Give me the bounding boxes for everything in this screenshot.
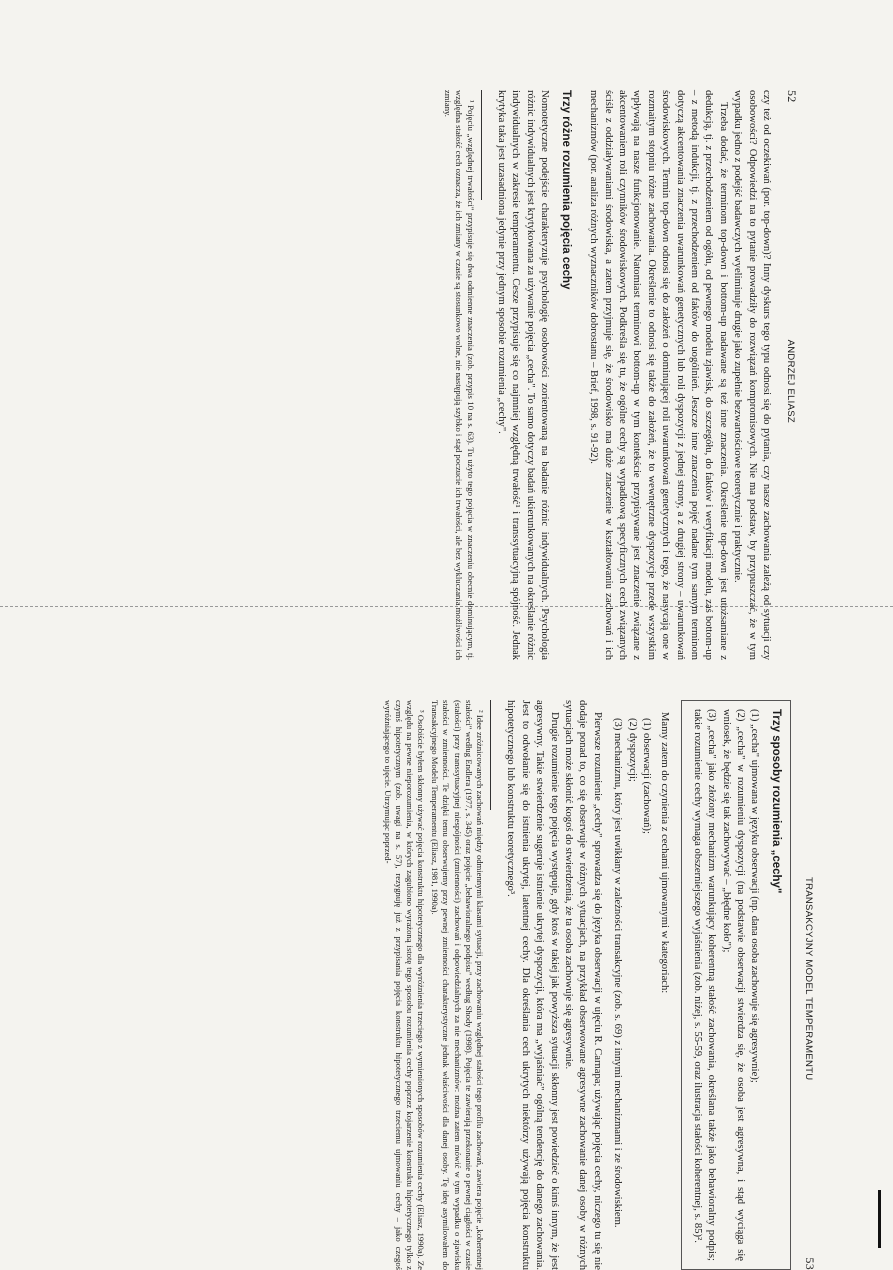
paragraph: Mamy zatem do czynienia z cechami ujmowanymi w kategoriach: bbox=[659, 712, 671, 994]
footnote-3: ³ Osobiście byłem skłonny używać pojęcia konstruktu hipotetycznego dla wyróżnienia trzeciego z wymienionych sposobów rozumienia cechy (Eliasz, 1990a). Ze względu na pewne nieporozumienia, w których zagubiono wyrażoną istotę tego sposobu rozumienia cechy poprzez kojarzenie konstruktu hipotetycznego tylko z czymś hipotetycznym (zob. uwagi na s. 57), rezygnuję już z przypisania pojęcia konstruktu hipotetycznego trzeciemu ujmowaniu cechy – jako czegoś wyróżniającego to ujęcie. Utrzymując poprzed- bbox=[382, 700, 427, 1270]
footnote-1: ¹ Pojęciu „względnej trwałości" przypisuje się dwa odmienne znaczenia (zob. przypis 10 na s. 63). Tu użyto tego pojęcia w znaczeniu obecnie dominującym, tj. względna stałość cech oznacza, że ich zmiany w czasie są stosunkowo wolne, nie następują szybko i stąd poczucie ich trwałości, ale bez wykluczania możliwości ich zmiany. bbox=[443, 90, 476, 660]
category-list bbox=[610, 718, 653, 1270]
definition-box bbox=[681, 700, 791, 1270]
page-number: 52 bbox=[785, 90, 799, 103]
page-number: 53 bbox=[803, 1257, 817, 1270]
page-52 bbox=[439, 90, 800, 660]
paragraph: czy też od oczekiwań (por. top-down)? Inny dyskurs tego typu odnosi się do pytania, czy nasze zachowania zależą od sytuacji czy osobowości? Odpowiedzi na to pytanie prowadziły do rozwiązań kompromisowych. Nie ma podstaw, by przypuszczać, że w tym wypadku jedno z podejść badawczych wyeliminuje drugie jako zupełnie bezwartościowe teoretycznie i praktycznie. bbox=[732, 90, 773, 660]
margin-bar bbox=[878, 1190, 881, 1248]
paragraph: Drugie rozumienie tego pojęcia występuje, gdy ktoś w takiej jak powyższa sytuacji skłonny jest powiedzieć o kimś innym, że jest agresywny. Takie stwierdzenie sugeruje istnienie ukrytej dyspozycji, która ma „wyjaśniać" ogólną tendencję do danego zachowania. Jest to odwołanie się do istnienia ukrytej, latentnej cechy. Dla określania cech ukrytych niektórzy używają pojęcia konstruktu hipotetycznego lub konstruktu teoretycznego³. bbox=[505, 700, 560, 1270]
paragraph: Pierwsze rozumienie „cechy" sprowadza się do języka obserwacji w ujęciu R. Carnapa; używając pojęcia cechy, niczego tu się nie dodaje ponad to, co się obserwuje w różnych sytuacjach, na przykład obserwowane agresywne zachowanie danej osoby w różnych sytuacjach może skłonić kogoś do stwierdzenia, że ta osoba zachowuje się agresywnie. bbox=[563, 700, 603, 1270]
running-head bbox=[783, 90, 800, 660]
footnote-rule bbox=[481, 90, 482, 200]
list-item: (1) obserwacji (zachowań); bbox=[641, 718, 653, 834]
running-head-title: ANDRZEJ ELIASZ bbox=[785, 339, 796, 423]
page-53 bbox=[378, 700, 818, 1270]
paragraph: Nomotetyczne podejście charakteryzuje psychologię osobowości zorientowaną na badanie różnic indywidualnych. Psychologia różnic indywidualnych jest krytykowana za używanie pojęcia „cecha". To samo dotyczy badań ukierunkowanych na określanie różnic indywidualnych w zakresie temperamentu. Cesze przypisuje się co najmniej względną trwałość¹ i transsytuacyjną spójność. Jednak krytyka taka jest uzasadniona jedynie przy jednym sposobie rozumienia „cechy". bbox=[495, 90, 551, 660]
section-heading: Trzy różne rozumienia pojęcia cechy bbox=[559, 90, 572, 290]
list-item: (2) dyspozycji; bbox=[626, 718, 638, 782]
footnote-rule bbox=[490, 700, 491, 810]
footnote-2: ² Idee zróżnicowanych zachowań między odmiennymi klasami sytuacji, przy zachowaniu względnej stałości tego profilu zachowań, zawiera pojęcie „koherentnej stałości" według Endlera (1977, s. 345) oraz pojęcie „behawioralnego podpisu" według Shody (1998). Pojęcia te zawierają przekonanie o pewnej ciągłości w czasie (stałości) przy transsytuacyjnej niespójności (zmienności) zachowań i odpowiedzialnych za nie mechanizmów: można zatem mówić w tym wypadku o zjawisku stałości w zmienności. Te dzięki temu obserwujemy przy pewnej zmienności charakterystyczne jednak właściwości dla danej osoby. Tę ideę asymilowałem do Transakcyjnego Modelu Temperamentu (Eliasz, 1981, 1990a). bbox=[430, 700, 485, 1270]
running-head-title: TRANSAKCYJNY MODEL TEMPERAMENTU bbox=[803, 877, 814, 1081]
box-item: (2) „cecha" w rozumieniu dyspozycji (na podstawie obserwacji stwierdza się, że osoba jest agresywna, i stąd wyciąga się wniosek, że będzie się tak zachowywać – „błędne koło"); bbox=[720, 709, 747, 1261]
paragraph: Trzeba dodać, że terminom top-down i bottom-up nadawane są też inne znaczenia. Określenie top-down jest utożsamiane z dedukcją, tj. z przechodzeniem od ogółu, od pewnego modelu zjawisk, do szczegółu, do faktów i weryfikacji modelu, zaś bottom-up – z metodą indukcji, tj. z przechodzeniem od faktów do uogólnień. Jeszcze inne znaczenia pojęć nadane tym samym terminom dotyczą akcentowania znaczenia uwarunkowań genetycznych lub roli dyspozycji z jednej strony, a z drugiej strony – uwarunkowań środowiskowych. Termin top-down odnosi się do założeń o dominującej roli uwarunkowań genetycznych i tego, że nasycają one w rozmaitym stopniu różne zachowania. Określenie to odnosi się także do założeń, że to wewnętrzne dyspozycje przede wszystkim wpływają na nasze funkcjonowanie. Natomiast terminowi bottom-up w tym kontekście przypisywane jest znaczenie związane z akcentowaniem roli czynników środowiskowych. Podkreśla się tu, że ogólne cechy są wypadkową specyficznych cech związanych ściśle z oddziaływaniami środowiska, a zatem przyjmuje się, że środowisko ma duże znaczenie w kształtowaniu zachowań i ich mechanizmów (por. analiza różnych wyznaczników dobrostanu – Brief, 1998, s. 91-92). bbox=[588, 90, 729, 660]
list-item: (3) mechanizmu, który jest uwikłany w zależności transakcyjne (zob. s. 69) z innymi mechanizmami i ze środowiskiem. bbox=[612, 718, 624, 1228]
box-item: (3) „cecha" jako złożony mechanizm warunkujący koherentną stałość zachowania, określana także jako behawioralny podpis; takie rozumienie cechy wymaga obszerniejszego wyjaśnienia (zob. niżej, s. 55-59, oraz ilustracja stałości koherentnej, s. 85)². bbox=[691, 709, 718, 1261]
box-heading: Trzy sposoby rozumienia „cechy" bbox=[770, 709, 783, 894]
running-head bbox=[801, 700, 818, 1270]
box-item: (1) „cecha" ujmowana w języku obserwacji (np. dana osoba zachowuje się agresywnie); bbox=[749, 709, 761, 1083]
